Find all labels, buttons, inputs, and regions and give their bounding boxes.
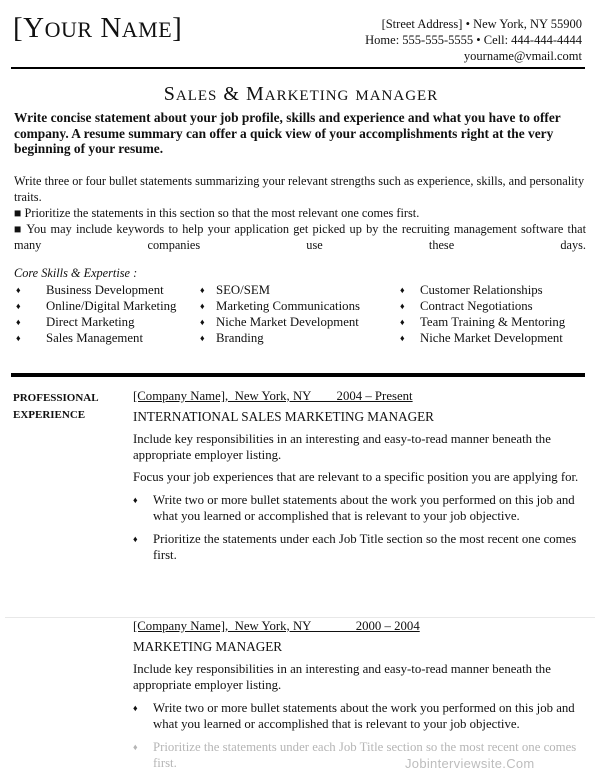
skills-column-2 bbox=[198, 282, 360, 346]
skill-item bbox=[14, 314, 176, 330]
diamond-bullet-icon: ♦ bbox=[16, 301, 21, 311]
skill-text: Business Development bbox=[46, 283, 164, 297]
job-bullet-text: Prioritize the statements under each Job Title section so the most recent one comes first. bbox=[153, 532, 577, 562]
contact-block bbox=[365, 16, 582, 64]
section-label-line: PROFESSIONAL bbox=[13, 392, 99, 404]
job-title: MARKETING MANAGER bbox=[133, 639, 283, 654]
skill-item bbox=[398, 330, 565, 346]
job-bullet-text: Write two or more bullet statements about the work you performed on this job and what you learned or accomplished that is relevant to your job objective. bbox=[153, 701, 575, 731]
strength-item bbox=[14, 205, 586, 221]
job-bullet bbox=[133, 700, 583, 732]
diamond-bullet-icon: ♦ bbox=[16, 317, 21, 327]
diamond-bullet-icon: ♦ bbox=[133, 742, 138, 752]
skill-text: Direct Marketing bbox=[46, 315, 135, 329]
skill-text: Branding bbox=[216, 331, 264, 345]
skill-item bbox=[198, 298, 360, 314]
skill-item bbox=[14, 330, 176, 346]
diamond-bullet-icon: ♦ bbox=[200, 333, 205, 343]
job-bullet bbox=[133, 531, 583, 563]
skill-text: Sales Management bbox=[46, 331, 144, 345]
name-part: OUR bbox=[44, 17, 93, 42]
job-employer-header: [Company Name], New York, NY 2004 – Present bbox=[133, 389, 413, 403]
diamond-bullet-icon: ♦ bbox=[400, 285, 405, 295]
skill-item bbox=[14, 282, 176, 298]
phone-line: Home: 555-555-5555 • Cell: 444-444-4444 bbox=[365, 33, 582, 47]
title-part: & bbox=[217, 83, 246, 105]
diamond-bullet-icon: ♦ bbox=[133, 534, 138, 544]
job-bullet-text: Write two or more bullet statements about the work you performed on this job and what you learned or accomplished that is relevant to your job objective. bbox=[153, 493, 575, 523]
job-paragraph: Focus your job experiences that are relevant to a specific position you are applying for. bbox=[133, 470, 579, 484]
skill-item bbox=[198, 282, 360, 298]
diamond-bullet-icon: ♦ bbox=[133, 703, 138, 713]
title-part: S bbox=[163, 83, 176, 105]
title-part: M bbox=[245, 83, 265, 105]
experience-section-label bbox=[13, 390, 99, 424]
strength-text: Prioritize the statements in this section so that the most relevant one comes first. bbox=[24, 206, 420, 220]
diamond-bullet-icon: ♦ bbox=[200, 317, 205, 327]
skills-heading: Core Skills & Expertise : bbox=[14, 266, 138, 280]
name-part: ] bbox=[172, 12, 183, 44]
skill-text: Marketing Communications bbox=[216, 299, 360, 313]
skill-text: Niche Market Development bbox=[420, 331, 563, 345]
section-divider bbox=[11, 373, 585, 377]
diamond-bullet-icon: ♦ bbox=[16, 333, 21, 343]
skill-text: Customer Relationships bbox=[420, 283, 543, 297]
diamond-bullet-icon: ♦ bbox=[400, 317, 405, 327]
email-line: yourname@vmail.comt bbox=[463, 49, 582, 63]
skill-text: SEO/SEM bbox=[216, 283, 271, 297]
candidate-name bbox=[13, 12, 182, 45]
skill-item bbox=[198, 330, 360, 346]
job-bullet bbox=[133, 492, 583, 524]
strength-item bbox=[14, 221, 586, 253]
skill-item bbox=[398, 282, 565, 298]
diamond-bullet-icon: ♦ bbox=[133, 495, 138, 505]
title-part: ALES bbox=[175, 88, 218, 104]
name-part: AME bbox=[121, 17, 173, 42]
job-paragraph: Include key responsibilities in an interesting and easy-to-read manner beneath the appropriate employer listing. bbox=[133, 432, 551, 462]
square-bullet-icon: ■ bbox=[14, 206, 22, 220]
job-entry bbox=[133, 619, 583, 771]
diamond-bullet-icon: ♦ bbox=[16, 285, 21, 295]
diamond-bullet-icon: ♦ bbox=[400, 301, 405, 311]
skill-text: Team Training & Mentoring bbox=[420, 315, 566, 329]
address-line: [Street Address] • New York, NY 55900 bbox=[381, 17, 582, 31]
skill-item bbox=[398, 314, 565, 330]
skill-text: Contract Negotiations bbox=[420, 299, 533, 313]
square-bullet-icon: ■ bbox=[14, 222, 23, 236]
skills-column-3 bbox=[398, 282, 565, 346]
job-bullet-text: Prioritize the statements under each Job Title section so the most recent one comes first. bbox=[153, 740, 577, 770]
job-entry bbox=[133, 389, 583, 563]
strength-text: You may include keywords to help your application get picked up by the recruiting management software that many companies use these days. bbox=[14, 222, 586, 252]
summary-statement: Write concise statement about your job profile, skills and experience and what you have to offer company. A resume summary can offer a quick view of your accomplishments right at the very beginning of your resume. bbox=[14, 110, 561, 156]
skill-item bbox=[398, 298, 565, 314]
diamond-bullet-icon: ♦ bbox=[200, 285, 205, 295]
job-paragraph: Include key responsibilities in an interesting and easy-to-read manner beneath the appropriate employer listing. bbox=[133, 662, 551, 692]
title-part: MANAGER bbox=[355, 88, 439, 104]
strengths-intro: Write three or four bullet statements summarizing your relevant strengths such as experience, skills, and personality traits. bbox=[14, 174, 585, 204]
skill-item bbox=[198, 314, 360, 330]
job-employer-header: [Company Name], New York, NY 2000 – 2004 bbox=[133, 619, 420, 633]
watermark: Jobinterviewsite.Com bbox=[405, 756, 535, 771]
diamond-bullet-icon: ♦ bbox=[400, 333, 405, 343]
skill-text: Online/Digital Marketing bbox=[46, 299, 177, 313]
strengths-block bbox=[14, 173, 586, 253]
header-divider bbox=[11, 67, 585, 69]
page-break-line bbox=[5, 617, 595, 618]
skill-item bbox=[14, 298, 176, 314]
name-part: [Y bbox=[13, 12, 45, 44]
skills-column-1 bbox=[14, 282, 176, 346]
job-title: INTERNATIONAL SALES MARKETING MANAGER bbox=[133, 409, 434, 424]
resume-title bbox=[0, 83, 602, 106]
section-label-line: EXPERIENCE bbox=[13, 409, 86, 421]
name-part: N bbox=[92, 12, 122, 44]
diamond-bullet-icon: ♦ bbox=[200, 301, 205, 311]
title-part: ARKETING bbox=[264, 88, 350, 104]
skill-text: Niche Market Development bbox=[216, 315, 359, 329]
